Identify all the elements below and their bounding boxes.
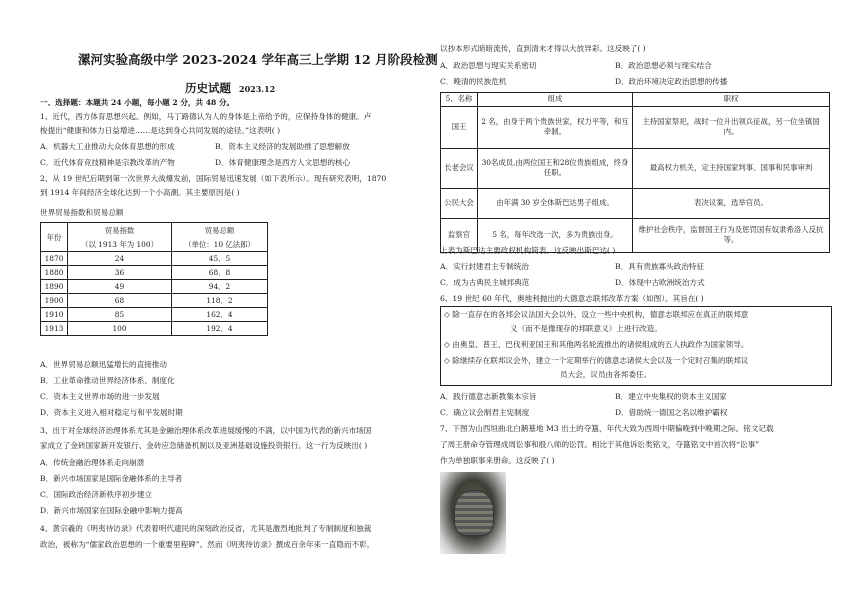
q2-option-c: C．资本主义世界市场的进一步发展 [40,392,160,401]
table-row [41,322,268,336]
subject-name: 历史试题 [185,81,231,95]
q3-option-d: D．新兴市场国家在国际金融中影响力提高 [40,506,183,515]
table-row [441,106,830,148]
plan-item-3: ◇ 除继续存在联邦议会外，建立一个定期举行的德意志诸侯大会以及一个定时召集的联邦议 [444,356,749,365]
q7-stem-3: 作为单独职事来册命。这反映了( ) [440,456,555,465]
cell: 192．4 [172,322,268,336]
cell: 表决议案，选举官员。 [633,188,830,218]
table-row [41,252,268,266]
cell: 监察官 [441,218,478,252]
cell: 45．5 [172,252,268,266]
q5-stem: 上表为斯巴达主要政权机构简表。这反映出斯巴达( ) [440,246,616,255]
table-row [41,266,268,280]
page-title: 漯河实验高级中学 2023-2024 学年高三上学期 12 月阶段检测 [78,52,438,67]
table-row [41,308,268,322]
q2-stem-1: 2、从 19 世纪后期到第一次世界大战爆发前，国际贸易迅速发展（如下表所示）。现有研究表明，1870 [40,174,387,183]
cell: 118．2 [172,294,268,308]
q7-stem-2: 了周王册命夺管理成周讼事和殷八师的讼罚。相比于其他诉讼类铭文，夺簋铭文中首次将“讼事” [440,440,760,449]
cell: 1880 [41,266,68,280]
cell: 162．4 [172,308,268,322]
q6-option-a: A．践行德意志新教集本宗旨 [440,392,537,401]
q2-option-b: B．工业革命推动世界经济体系、制度化 [40,376,175,385]
header-year: 年份 [41,223,68,252]
q7-stem-1: 7、下图为山西垣曲北白鹅墓地 M3 出土的夺簋，年代大致为西周中期偏晚到中晚期之际。铭文记载 [440,424,774,433]
cell: 94．2 [172,280,268,294]
table-row [441,188,830,218]
q3-option-b: B．新兴市场国家是国际金融体系的主导者 [40,474,183,483]
q5-option-b: B．具有贵族寡头政治特征 [615,262,705,271]
q3-stem-2: 家成立了金砖国家新开发银行、金砖应急储备机制以及亚洲基础设施投资银行。这一行为反映出( ) [40,441,368,450]
q3-option-c: C．国际政治经济新秩序初步建立 [40,490,153,499]
q2-option-a: A．世界贸易总额迅猛增长的直接推动 [40,360,167,369]
cell: 1870 [41,252,68,266]
cell: 1900 [41,294,68,308]
q2-stem-2: 到 1914 年间经济全球化达到一个小高潮。其主要原因是( ) [40,188,240,197]
cell: 1910 [41,308,68,322]
subject-title [185,80,275,96]
sparta-table [440,92,830,253]
cell: 68 [68,294,172,308]
q1-option-c: C．近代体育竞技精神是宗教改革的产物 [40,158,175,167]
q4-option-b: B．政治思想必须与现实结合 [615,61,712,70]
header-total-unit: （单位：10 亿法郎） [172,237,268,252]
q4-stem-2: 政治，被称为“儒家政治思想的一个重要里程碑”。然而《明夷待访录》撰成百余年来一直隐而不彰， [40,540,375,549]
cell: 最高权力机关，定主持国家判事、国事和民事审判 [633,148,830,188]
cell: 主持国家祭祀，战时一位升出领兵征战，另一位坐镇国内。 [633,106,830,148]
q3-stem-1: 3、出于对全球经济治理体系尤其是金融治理体系改革进展缓慢的不满，以中国为代表的新兴市场国 [40,426,372,435]
cell: 100 [68,322,172,336]
cell: 68．8 [172,266,268,280]
cell: 国王 [441,106,478,148]
header-total: 贸易总额 [172,223,268,238]
q4-option-d: D．政治环境决定政治思想的传播 [615,77,728,86]
q4-option-a: A．政治思想与现实关系密切 [440,61,537,70]
q6-option-d: D．借助统一德国之名以维护霸权 [615,408,728,417]
plan-item-2: ◇ 由奥皇、普王、巴伐利亚国王和其他两名轮流推出的诸侯组成的五人执政作为国家领导。 [444,340,749,349]
cell: 由年满 30 岁全体斯巴达男子组成。 [478,188,633,218]
plan-item-1b: 义（而不是像现存的邦联意义）上进行改造。 [510,324,662,333]
q2-option-d: D．资本主义进入相对稳定与和平发展时期 [40,408,183,417]
q6-option-c: C．确立议会制君主宪制度 [440,408,530,417]
table-row [441,148,830,188]
table-row [41,294,268,308]
q6-stem: 6、19 世纪 60 年代，奥地利抛出的大德意志联邦改革方案（如图）。其旨在( ) [440,294,704,303]
header-index-unit: （以 1913 年为 100） [68,237,172,252]
table-row [41,280,268,294]
q3-option-a: A．传统金融治理体系走向崩溃 [40,458,145,467]
q5-option-d: D．体现中古欧洲统治方式 [615,278,705,287]
q4-stem-1: 4、黄宗羲的《明夷待访录》代表着明代遗民的深刻政治反省，尤其是激烈地批判了专制制度和独裁 [40,524,372,533]
cell: 1890 [41,280,68,294]
q4-stem-3: 以抄本形式暗暗流传，直到清末才得以大放异彩。这反映了( ) [440,44,646,53]
q1-option-b: B．资本主义经济的发展助推了思想解放 [215,142,350,151]
q5-option-a: A．实行封建君主专制统治 [440,262,530,271]
cell: 36 [68,266,172,280]
cell: 85 [68,308,172,322]
header-name: 5、名称 [441,93,478,107]
q4-option-c: C．晚清的民族危机 [440,77,507,86]
q1-stem-1: 1、近代，西方体育思想兴起。例如，马丁路德认为人的身体是上帝给予的，应保持身体的健康。卢 [40,112,372,121]
exam-date: 2023.12 [239,84,276,94]
q2-table-title: 世界贸易指数和贸易总额 [40,208,124,217]
cell: 2 名，由身于两个贵族世家，权力平等，和互牵制。 [478,106,633,148]
bronze-gui-photo [440,472,506,554]
cell: 49 [68,280,172,294]
cell: 维护社会秩序，监督国王行为及惩罚国有奴隶希洛人反抗等。 [633,218,830,252]
q1-option-d: D．体育健康理念是西方人文思想的核心 [215,158,351,167]
cell: 公民大会 [441,188,478,218]
header-composition: 组成 [478,93,633,107]
q1-option-a: A．机器大工业推动大众体育思想的形成 [40,142,175,151]
cell: 5 名，每年改选一次，多为贵族出身。 [478,218,633,252]
q1-stem-2: 梭提出“健康和体力日益增进……是达到身心共同发展的途径。”这表明( ) [40,126,281,135]
cell: 30名成员,由两位国王和28位贵族组成，终身任职。 [478,148,633,188]
q5-option-c: C．成为古典民主城邦典范 [440,278,530,287]
section-heading: 一、选择题：本题共 24 小题，每小题 2 分，共 48 分。 [40,98,235,107]
plan-item-3b: 员大会，议员由各邦委任。 [560,370,652,379]
plan-item-1: ◇ 除一直存在的各邦会议法国大会以外，设立一些中央机构，德意志联邦应在真正的联邦意 [444,310,749,319]
q6-option-b: B．建立中央集权的资本主义国家 [615,392,727,401]
cell: 24 [68,252,172,266]
header-power: 职权 [633,93,830,107]
cell: 长老会议 [441,148,478,188]
bronze-vessel-image [454,490,494,536]
trade-table [40,222,268,336]
header-index: 贸易指数 [68,223,172,238]
cell: 1913 [41,322,68,336]
